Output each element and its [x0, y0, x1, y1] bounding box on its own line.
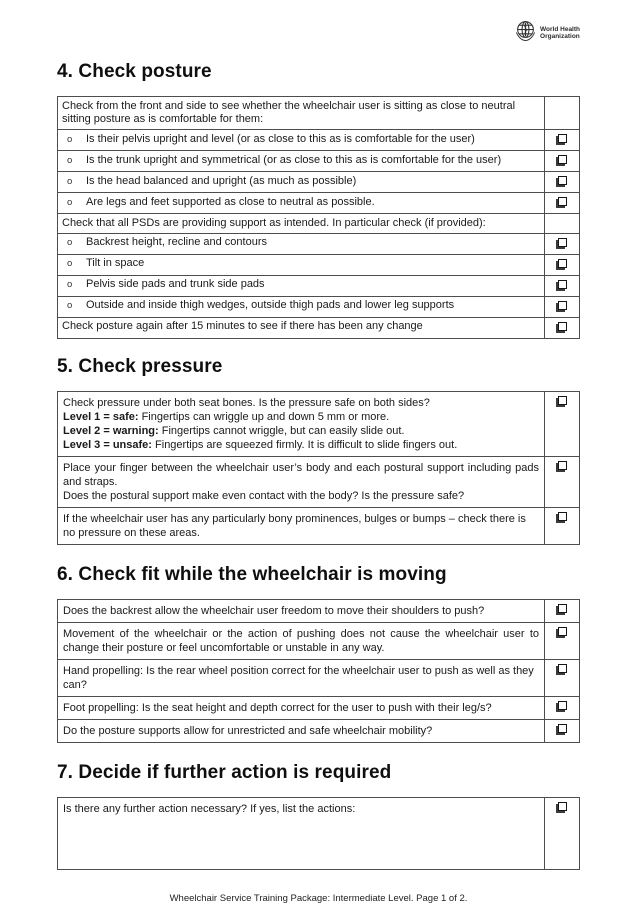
bullet-icon: o	[67, 196, 73, 208]
row-checkbox-cell[interactable]	[545, 391, 580, 456]
row-text	[58, 254, 545, 275]
row-label: Tilt in space	[86, 257, 145, 269]
row-checkbox-cell[interactable]	[545, 507, 580, 544]
row-checkbox-cell[interactable]	[545, 599, 580, 622]
table-row	[58, 622, 580, 659]
row-text	[58, 797, 545, 869]
row-label: Fingertips cannot wriggle, but can easily slide out.	[158, 424, 405, 437]
who-logo	[514, 19, 580, 47]
who-logo-line1: World Health	[540, 25, 580, 33]
section-check-fit-moving	[57, 564, 580, 743]
checkbox-icon[interactable]	[558, 664, 567, 673]
section-check-posture	[57, 61, 580, 339]
section-title: 6. Check fit while the wheelchair is moving	[57, 563, 447, 585]
checkbox-icon[interactable]	[558, 724, 567, 733]
row-label: Fingertips are squeezed firmly. It is difficult to slide fingers out.	[151, 438, 458, 451]
row-label: Pelvis side pads and trunk side pads	[86, 278, 265, 290]
checkbox-icon[interactable]	[558, 802, 567, 811]
row-label: Do the posture supports allow for unrestricted and safe wheelchair mobility?	[63, 724, 433, 737]
row-label: Check from the front and side to see whether the wheelchair user is sitting as close to neutral sitting posture as is comfortable for them:	[62, 99, 516, 125]
table-row	[58, 254, 580, 275]
table-row	[58, 97, 580, 130]
row-checkbox-cell[interactable]	[545, 233, 580, 254]
row-paragraph: Place your finger between the wheelchair user’s body and each postural support including pads and straps.	[63, 461, 539, 488]
bold-label: Level 1 = safe:	[63, 410, 139, 423]
table-row	[58, 391, 580, 456]
row-label: Is there any further action necessary? If yes, list the actions:	[63, 802, 356, 815]
row-paragraph: Does the postural support make even contact with the body? Is the pressure safe?	[63, 489, 465, 502]
row-paragraph: If the wheelchair user has any particularly bony prominences, bulges or bumps – check there is no pressure on these areas.	[63, 512, 526, 539]
row-label: Fingertips can wriggle up and down 5 mm or more.	[138, 410, 390, 423]
row-label: Is their pelvis upright and level (or as close to this as is comfortable for the user)	[86, 132, 475, 145]
row-checkbox-cell[interactable]	[545, 275, 580, 296]
row-text	[58, 719, 545, 742]
page-footer: Wheelchair Service Training Package: Intermediate Level. Page 1 of 2.	[169, 892, 468, 904]
table-row	[58, 130, 580, 151]
bullet-icon: o	[67, 175, 73, 187]
row-checkbox-cell[interactable]	[545, 719, 580, 742]
bullet-icon: o	[67, 133, 73, 145]
checkbox-icon[interactable]	[558, 280, 567, 289]
row-checkbox-cell[interactable]	[545, 193, 580, 214]
who-logo-text	[540, 26, 580, 41]
row-text	[58, 622, 545, 659]
who-logo-line2: Organization	[540, 33, 580, 40]
row-text	[58, 97, 545, 130]
row-checkbox-cell[interactable]	[545, 797, 580, 869]
row-text	[58, 507, 545, 544]
row-label: Backrest height, recline and contours	[86, 236, 267, 248]
row-text	[58, 659, 545, 696]
table-row	[58, 296, 580, 317]
row-label: Hand propelling: Is the rear wheel position correct for the wheelchair user to push as well as they can?	[63, 664, 534, 691]
row-label: Is the trunk upright and symmetrical (or as close to this as is comfortable for the user)	[86, 153, 502, 166]
bullet-icon: o	[67, 154, 73, 166]
table-row	[58, 317, 580, 338]
bold-label: Level 2 = warning:	[63, 424, 159, 437]
row-text	[58, 696, 545, 719]
table-row	[58, 659, 580, 696]
table-row	[58, 456, 580, 507]
row-checkbox-cell[interactable]	[545, 696, 580, 719]
table-row	[58, 797, 580, 869]
row-paragraph	[63, 410, 539, 424]
checkbox-icon[interactable]	[558, 396, 567, 405]
checkbox-icon[interactable]	[558, 176, 567, 185]
checklist-table	[57, 96, 580, 339]
row-checkbox-cell	[545, 97, 580, 130]
table-row	[58, 214, 580, 234]
row-paragraph	[63, 438, 539, 452]
row-label: Are legs and feet supported as close to neutral as possible.	[86, 195, 375, 208]
checkbox-icon[interactable]	[558, 322, 567, 331]
checkbox-icon[interactable]	[558, 155, 567, 164]
row-text	[58, 172, 545, 193]
row-checkbox-cell[interactable]	[545, 296, 580, 317]
bold-label: Level 3 = unsafe:	[63, 438, 152, 451]
row-paragraph: Check pressure under both seat bones. Is the pressure safe on both sides?	[63, 396, 430, 409]
row-text	[58, 456, 545, 507]
row-text	[58, 599, 545, 622]
checklist-table	[57, 391, 580, 545]
row-checkbox-cell[interactable]	[545, 254, 580, 275]
checklist-table	[57, 797, 580, 870]
row-checkbox-cell[interactable]	[545, 622, 580, 659]
bullet-icon: o	[67, 237, 73, 248]
row-text	[58, 193, 545, 214]
row-paragraph	[63, 424, 539, 438]
row-text	[58, 214, 545, 234]
checkbox-icon[interactable]	[558, 301, 567, 310]
header	[57, 20, 580, 46]
table-row	[58, 233, 580, 254]
bullet-icon: o	[67, 258, 73, 269]
section-title: 7. Decide if further action is required	[57, 761, 392, 783]
who-emblem-icon	[514, 19, 537, 47]
row-label: Check posture again after 15 minutes to see if there has been any change	[62, 320, 423, 332]
checkbox-icon[interactable]	[558, 197, 567, 206]
checkbox-icon[interactable]	[558, 238, 567, 247]
bullet-icon: o	[67, 279, 73, 290]
row-text	[58, 130, 545, 151]
table-row	[58, 193, 580, 214]
section-title: 5. Check pressure	[57, 355, 223, 377]
row-checkbox-cell[interactable]	[545, 130, 580, 151]
table-row	[58, 275, 580, 296]
table-row	[58, 696, 580, 719]
row-checkbox-cell[interactable]	[545, 659, 580, 696]
row-label: Outside and inside thigh wedges, outside thigh pads and lower leg supports	[86, 299, 455, 311]
checkbox-icon[interactable]	[558, 512, 567, 521]
checkbox-icon[interactable]	[558, 627, 567, 636]
row-text	[58, 296, 545, 317]
row-checkbox-cell[interactable]	[545, 456, 580, 507]
section-check-pressure	[57, 356, 580, 545]
row-text	[58, 391, 545, 456]
checkbox-icon[interactable]	[558, 701, 567, 710]
row-label: Movement of the wheelchair or the action of pushing does not cause the wheelchair user to change their posture or feel uncomfortable or unstable in any way.	[63, 627, 539, 654]
row-text	[58, 317, 545, 338]
section-further-action	[57, 762, 580, 870]
row-checkbox-cell[interactable]	[545, 317, 580, 338]
row-label: Check that all PSDs are providing support as intended. In particular check (if provided):	[62, 216, 486, 229]
row-checkbox-cell[interactable]	[545, 172, 580, 193]
row-text	[58, 151, 545, 172]
table-row	[58, 172, 580, 193]
row-label: Does the backrest allow the wheelchair user freedom to move their shoulders to push?	[63, 604, 485, 617]
row-checkbox-cell	[545, 214, 580, 234]
table-row	[58, 599, 580, 622]
row-text	[58, 233, 545, 254]
row-checkbox-cell[interactable]	[545, 151, 580, 172]
checkbox-icon[interactable]	[558, 604, 567, 613]
section-title: 4. Check posture	[57, 61, 212, 82]
checkbox-icon[interactable]	[558, 461, 567, 470]
checklist-table	[57, 599, 580, 743]
checkbox-icon[interactable]	[558, 259, 567, 268]
table-row	[58, 507, 580, 544]
row-label: Foot propelling: Is the seat height and depth correct for the user to push with their leg/s?	[63, 701, 492, 714]
bullet-icon: o	[67, 300, 73, 311]
row-text	[58, 275, 545, 296]
table-row	[58, 719, 580, 742]
checkbox-icon[interactable]	[558, 134, 567, 143]
table-row	[58, 151, 580, 172]
row-label: Is the head balanced and upright (as much as possible)	[86, 174, 357, 187]
